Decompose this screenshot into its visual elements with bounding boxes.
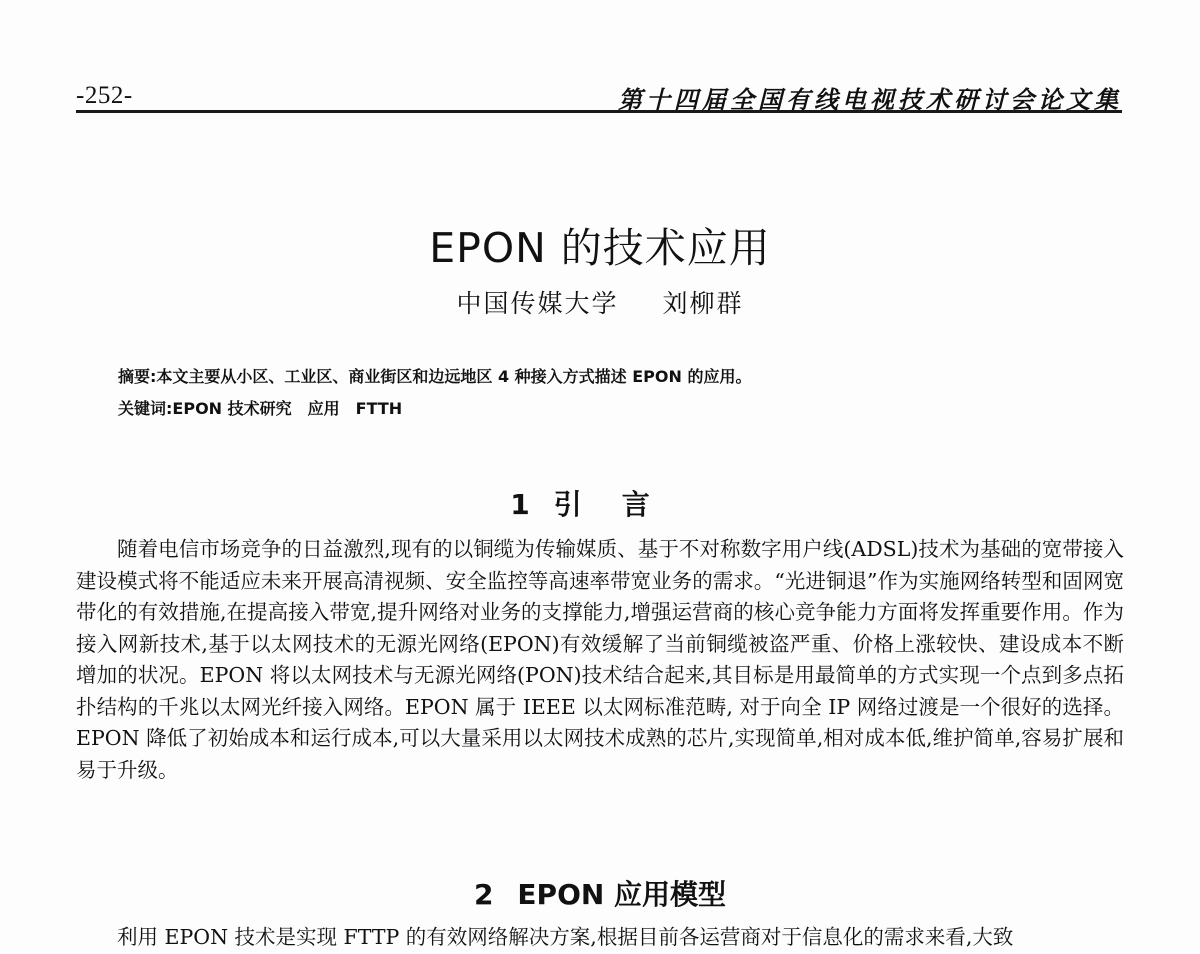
section-heading-epon-model bbox=[0, 873, 1200, 913]
keyword: EPON 技术研究 bbox=[172, 399, 292, 418]
section-heading-introduction bbox=[0, 483, 1200, 523]
abstract-label: 摘要: bbox=[118, 367, 157, 386]
keywords bbox=[118, 396, 418, 419]
section-title: EPON 应用模型 bbox=[517, 878, 727, 912]
author-name: 刘柳群 bbox=[662, 289, 744, 318]
abstract bbox=[118, 364, 751, 387]
abstract-text: 本文主要从小区、工业区、商业街区和边远地区 4 种接入方式描述 EPON 的应用。 bbox=[156, 367, 752, 386]
section-number: 2 bbox=[473, 878, 494, 912]
paper-title: EPON 的技术应用 bbox=[429, 224, 771, 273]
body-paragraph: 随着电信市场竞争的日益激烈,现有的以铜缆为传输媒质、基于不对称数字用户线(ADSL)技术为基础的宽带接入建设模式将不能适应未来开展高清视频、安全监控等高速率带宽业务的需求。“光进铜退”作为实施网络转型和固网宽带化的有效措施,在提高接入带宽,提升网络对业务的支撑能力,增强运营商的核心竞争能力方面将发挥重要作用。作为接入网新技术,基于以太网技术的无源光网络(EPON)有效缓解了当前铜缆被盗严重、价格上涨较快、建设成本不断增加的状况。EPON 将以太网技术与无源光网络(PON)技术结合起来,其目标是用最简单的方式实现一个点到多点拓扑结构的千兆以太网光纤接入网络。EPON 属于 IEEE 以太网标准范畴, 对于向全 IP 网络过渡是一个很好的选择。EPON 降低了初始成本和运行成本,可以大量采用以太网技术成熟的芯片,实现简单,相对成本低,维护简单,容易扩展和易于升级。 bbox=[76, 537, 1124, 782]
keywords-label: 关键词: bbox=[118, 399, 173, 418]
body-paragraph: 利用 EPON 技术是实现 FTTP 的有效网络解决方案,根据目前各运营商对于信息化的需求来看,大致 bbox=[117, 925, 1014, 949]
keyword: 应用 bbox=[307, 399, 340, 418]
page-number: -252- bbox=[76, 82, 133, 109]
affiliation: 中国传媒大学 bbox=[456, 289, 619, 318]
keyword: FTTH bbox=[355, 399, 403, 418]
section-title: 引言 bbox=[553, 488, 690, 522]
byline bbox=[0, 284, 1200, 320]
section-number: 1 bbox=[510, 488, 530, 522]
running-header bbox=[76, 74, 1122, 113]
journal-title: 第十四届全国有线电视技术研讨会论文集 bbox=[618, 86, 1122, 114]
